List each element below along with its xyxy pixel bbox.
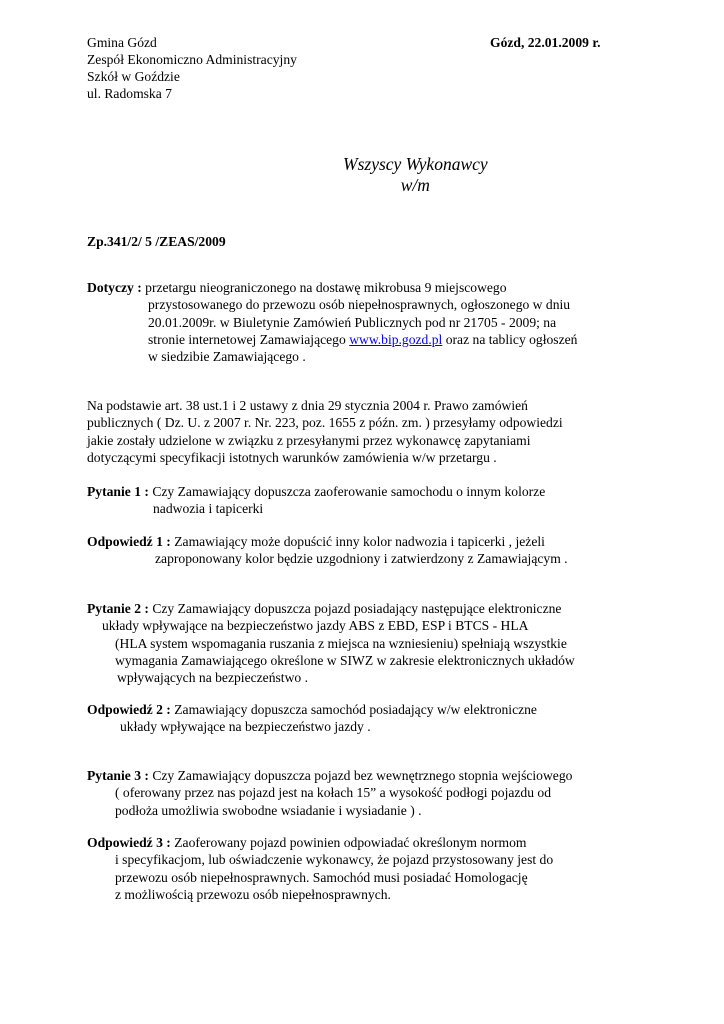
- answer-3-text: Zaoferowany pojazd powinien odpowiadać określonym normom: [170, 835, 527, 850]
- question-2-label: Pytanie 2 :: [87, 601, 149, 616]
- answer-2-text-2: układy wpływające na bezpieczeństwo jazdy .: [120, 719, 371, 735]
- question-3: [87, 767, 572, 819]
- answer-3-text-4: z możliwością przewozu osób niepełnosprawnych.: [115, 886, 391, 902]
- subject-block: [87, 279, 577, 365]
- question-3-text-2: ( oferowany przez nas pojazd jest na kołach 15” a wysokość podłogi pojazdu od: [115, 785, 551, 801]
- question-2-text-4: wymagania Zamawiającego określone w SIWZ w zakresie elektronicznych układów: [115, 652, 575, 668]
- intro-paragraph: [87, 397, 563, 466]
- answer-1-text: Zamawiający może dopuścić inny kolor nadwozia i tapicerki , jeżeli: [170, 534, 545, 549]
- answer-3-label: Odpowiedź 3 :: [87, 835, 171, 850]
- document-date: Gózd, 22.01.2009 r.: [490, 35, 601, 50]
- question-1: [87, 483, 545, 518]
- answer-2-label: Odpowiedź 2 :: [87, 702, 171, 717]
- answer-3: [87, 834, 553, 903]
- question-2-text-5: wpływających na bezpieczeństwo .: [117, 670, 308, 686]
- subject-line-3: 20.01.2009r. w Biuletynie Zamówień Publicznych pod nr 21705 - 2009; na: [148, 314, 557, 330]
- recipient-line-2: w/m: [400, 175, 430, 195]
- question-3-text: Czy Zamawiający dopuszcza pojazd bez wewnętrznego stopnia wejściowego: [148, 768, 573, 783]
- intro-line: publicznych ( Dz. U. z 2007 r. Nr. 223, poz. 1655 z późn. zm. ) przesyłamy odpowiedzi: [87, 415, 563, 431]
- intro-line: Na podstawie art. 38 ust.1 i 2 ustawy z dnia 29 stycznia 2004 r. Prawo zamówień: [87, 398, 528, 413]
- address-line-3: Szkół w Goździe: [87, 69, 180, 84]
- question-2: [87, 600, 575, 686]
- address-line-4: ul. Radomska 7: [87, 86, 172, 101]
- answer-2-text: Zamawiający dopuszcza samochód posiadający w/w elektroniczne: [170, 702, 537, 717]
- subject-label: Dotyczy :: [87, 280, 142, 295]
- subject-line-2: przystosowanego do przewozu osób niepełnosprawnych, ogłoszonego w dniu: [148, 297, 571, 313]
- question-1-text: Czy Zamawiający dopuszcza zaoferowanie samochodu o innym kolorze: [148, 484, 546, 499]
- intro-line: jakie zostały udzielone w związku z przesyłanymi przez wykonawcę zapytaniami: [87, 432, 531, 448]
- question-1-label: Pytanie 1 :: [87, 484, 149, 499]
- answer-3-text-3: przewozu osób niepełnosprawnych. Samochód musi posiadać Homologację: [115, 869, 528, 885]
- intro-line: dotyczącymi specyfikacji istotnych warunków zamówienia w/w przetargu .: [87, 449, 497, 465]
- subject-line-1: przetargu nieograniczonego na dostawę mikrobusa 9 miejscowego: [145, 280, 507, 295]
- question-3-text-3: podłoża umożliwia swobodne wsiadanie i wysiadanie ) .: [115, 802, 422, 818]
- reference-number: Zp.341/2/ 5 /ZEAS/2009: [87, 234, 226, 249]
- subject-line-5: w siedzibie Zamawiającego .: [148, 349, 306, 365]
- question-3-label: Pytanie 3 :: [87, 768, 149, 783]
- sender-address: [87, 34, 297, 102]
- subject-line-4-end: oraz na tablicy ogłoszeń: [442, 331, 578, 347]
- address-line-2: Zespół Ekonomiczno Administracyjny: [87, 52, 297, 67]
- question-2-text-3: (HLA system wspomagania ruszania z miejsca na wzniesieniu) spełniają wszystkie: [115, 635, 567, 651]
- subject-line-4: stronie internetowej Zamawiającego: [148, 331, 350, 347]
- question-2-text-2: układy wpływające na bezpieczeństwo jazdy ABS z EBD, ESP i BTCS - HLA: [102, 618, 529, 634]
- answer-3-text-2: i specyfikacjom, lub oświadczenie wykonawcy, że pojazd przystosowany jest do: [115, 852, 554, 868]
- recipient-line-1: Wszyscy Wykonawcy: [343, 154, 488, 174]
- question-1-text-2: nadwozia i tapicerki: [153, 501, 264, 517]
- answer-1: [87, 533, 568, 568]
- recipient-block: [343, 154, 488, 196]
- answer-1-label: Odpowiedź 1 :: [87, 534, 171, 549]
- question-2-text: Czy Zamawiający dopuszcza pojazd posiadający następujące elektroniczne: [148, 601, 562, 616]
- answer-1-text-2: zaproponowany kolor będzie uzgodniony i zatwierdzony z Zamawiającym .: [155, 551, 568, 567]
- bip-link[interactable]: www.bip.gozd.pl: [349, 331, 443, 347]
- address-line-1: Gmina Gózd: [87, 35, 157, 50]
- answer-2: [87, 701, 537, 736]
